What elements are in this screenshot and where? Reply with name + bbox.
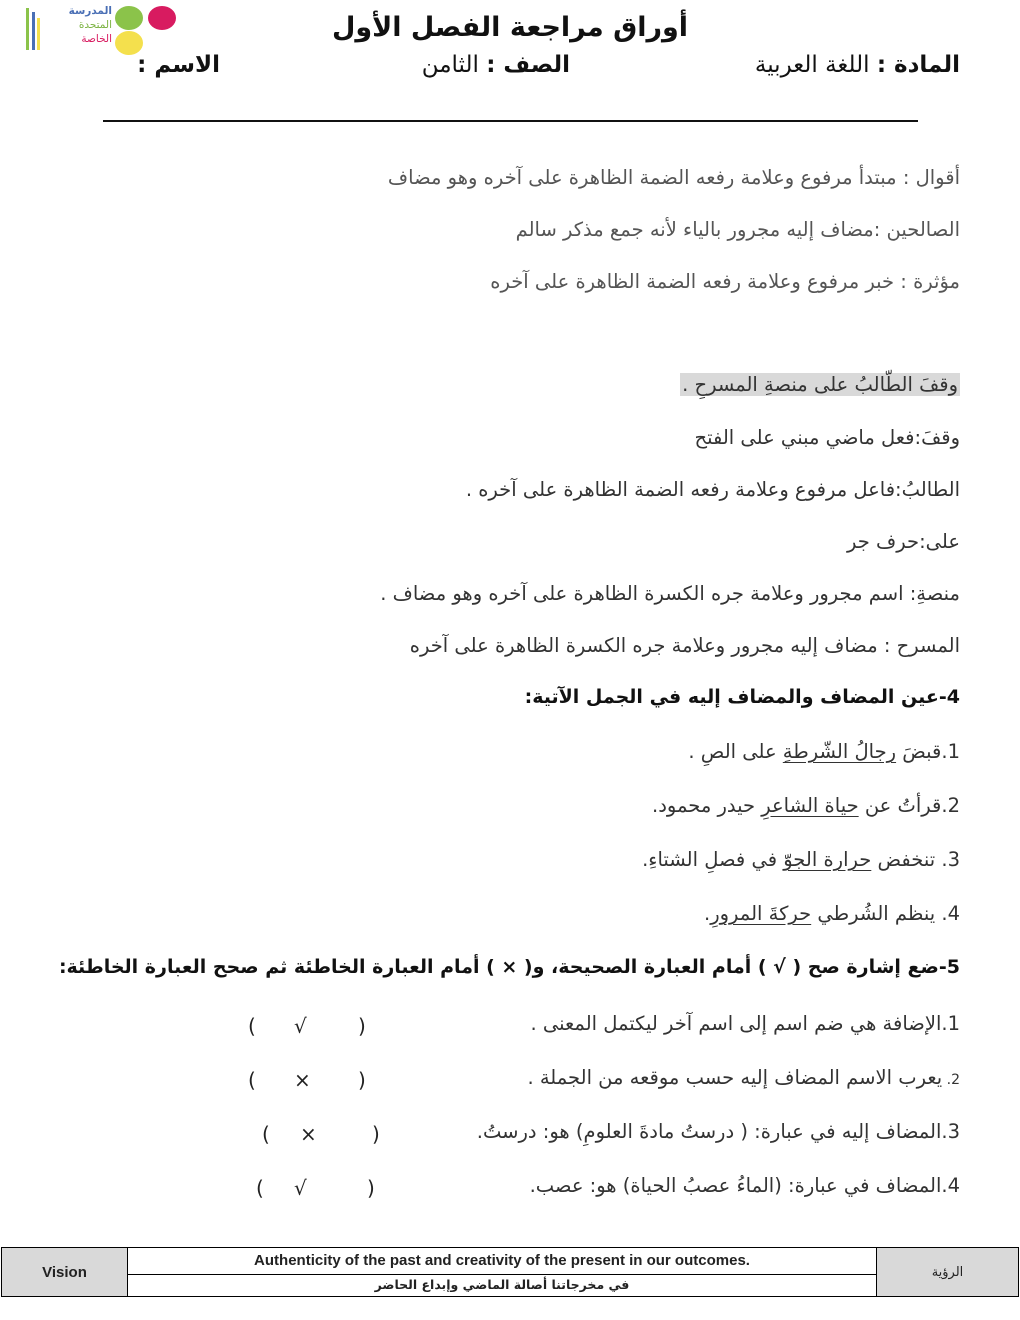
q4-item-number: 2. [941,794,960,817]
q4-item-after: في فصلِ الشتاءِ. [642,848,784,871]
footer-arabic-motto: في مخرجاتنا أصالة الماضي وإبداع الحاضر [374,1277,630,1292]
q5-item-number: 1. [941,1012,960,1035]
q5-item-text: المضاف إليه في عبارة: ( درستُ مادةَ العلومِ) هو: درستُ. [476,1120,942,1143]
subject-value: اللغة العربية [754,52,877,78]
q5-answer-mark: × [300,1122,317,1146]
logo-dot-red [148,6,176,30]
q5-answer-mark: √ [294,1014,307,1038]
footer-english-motto: Authenticity of the past and creativity of the present in our outcomes. [128,1248,876,1275]
q5-open-paren: ( [248,1014,256,1038]
footer-vision-table [1,1247,1019,1297]
grade-field [422,52,570,78]
q4-item-after: . [704,902,711,925]
q5-item-number: 4. [941,1174,960,1197]
q4-item-before: تنخفض [871,848,936,871]
q4-item-underlined: حركةَ المرورِ [710,902,812,925]
page-title: أوراق مراجعة الفصل الأول [331,12,689,43]
header-divider [103,120,918,122]
parsing-line: الطالبُ:فاعل مرفوع وعلامة رفعه الضمة الظاهرة على آخره . [465,478,960,501]
q5-close-paren: ) [367,1176,375,1200]
logo-line-2: المتحدة [78,19,112,31]
q4-item [642,848,960,871]
q4-item-after: على الصِ . [688,740,783,763]
q4-item-before: ينظم الشُرطي [811,902,936,925]
q4-item-after: حيدر محمود. [652,794,762,817]
q5-heading: 5-ضع إشارة صح ( √ ) أمام العبارة الصحيحة، و( × ) أمام العبارة الخاطئة ثم صحح العبارة الخاطئة: [58,956,960,978]
q4-item [688,740,960,763]
q4-item-before: قرأتُ عن [858,794,942,817]
logo-line-1: المدرسة [68,5,112,17]
grade-label: الصف : [486,52,570,78]
logo-dot-green [115,6,143,30]
q5-open-paren: ( [248,1068,256,1092]
q5-statement [527,1066,960,1089]
q4-item-underlined: رجالُ الشّرطةِ [782,740,897,763]
logo-mark-icon [26,8,40,50]
q5-statement [530,1012,960,1035]
parsing-line: الصالحين :مضاف إليه مجرور بالياء لأنه جمع مذكر سالم [515,218,960,241]
q4-heading: 4-عين المضاف والمضاف إليه في الجمل الآتية: [524,686,960,708]
q4-item-before: قبضَ [896,740,942,763]
q5-item-text: يعرب الاسم المضاف إليه حسب موقعه من الجملة . [527,1066,943,1089]
q5-answer-mark: × [294,1068,311,1092]
q4-item-underlined: حياة الشاعرِ [761,794,859,817]
q5-item-text: الإضافة هي ضم اسم إلى اسم آخر ليكتمل المعنى . [530,1012,942,1035]
q4-item-number: 4. [935,902,960,925]
q5-item-number: 2. [942,1072,960,1088]
q4-item-underlined: حرارة الجوّ [783,848,872,871]
parsing-line: مؤثرة : خبر مرفوع وعلامة رفعه الضمة الظاهرة على آخره [490,270,960,293]
parsing-line: المسرح : مضاف إليه مجرور وعلامة جره الكسرة الظاهرة على آخره [409,634,960,657]
q4-item [704,902,960,925]
q5-item-text: المضاف في عبارة: (الماءُ عصبُ الحياة) هو: عصب. [529,1174,942,1197]
subject-label: المادة : [876,52,960,78]
parsing-line: على:حرف جر [847,530,960,553]
subject-field [755,52,960,78]
q5-close-paren: ) [358,1068,366,1092]
logo-line-3: الخاصة [81,33,112,45]
q4-item-number: 3. [935,848,960,871]
q5-statement [477,1120,960,1143]
q5-open-paren: ( [256,1176,264,1200]
footer-vision-label-ar: الرؤية [876,1248,1018,1296]
q5-answer-mark: √ [294,1176,307,1200]
footer-vision-label: Vision [2,1248,128,1296]
q4-item [652,794,960,817]
q5-close-paren: ) [372,1122,380,1146]
q4-item-number: 1. [941,740,960,763]
q5-item-number: 3. [941,1120,960,1143]
example-sentence-text: وقفَ الطّالبُ على منصةِ المسرحِ . [682,373,958,396]
logo-text [50,4,112,46]
example-sentence [680,373,960,396]
q5-close-paren: ) [358,1014,366,1038]
q5-statement [530,1174,960,1197]
grade-value: الثامن [421,52,487,78]
parsing-line: أقوال : مبتدأ مرفوع وعلامة رفعه الضمة الظاهرة على آخره وهو مضاف [387,166,960,189]
name-label: الاسم : [137,52,220,78]
q5-open-paren: ( [262,1122,270,1146]
name-field [137,52,220,78]
parsing-line: منصةِ: اسم مجرور وعلامة جره الكسرة الظاهرة على آخره وهو مضاف . [380,582,960,605]
parsing-line: وقفَ:فعل ماضي مبني على الفتح [694,426,960,449]
